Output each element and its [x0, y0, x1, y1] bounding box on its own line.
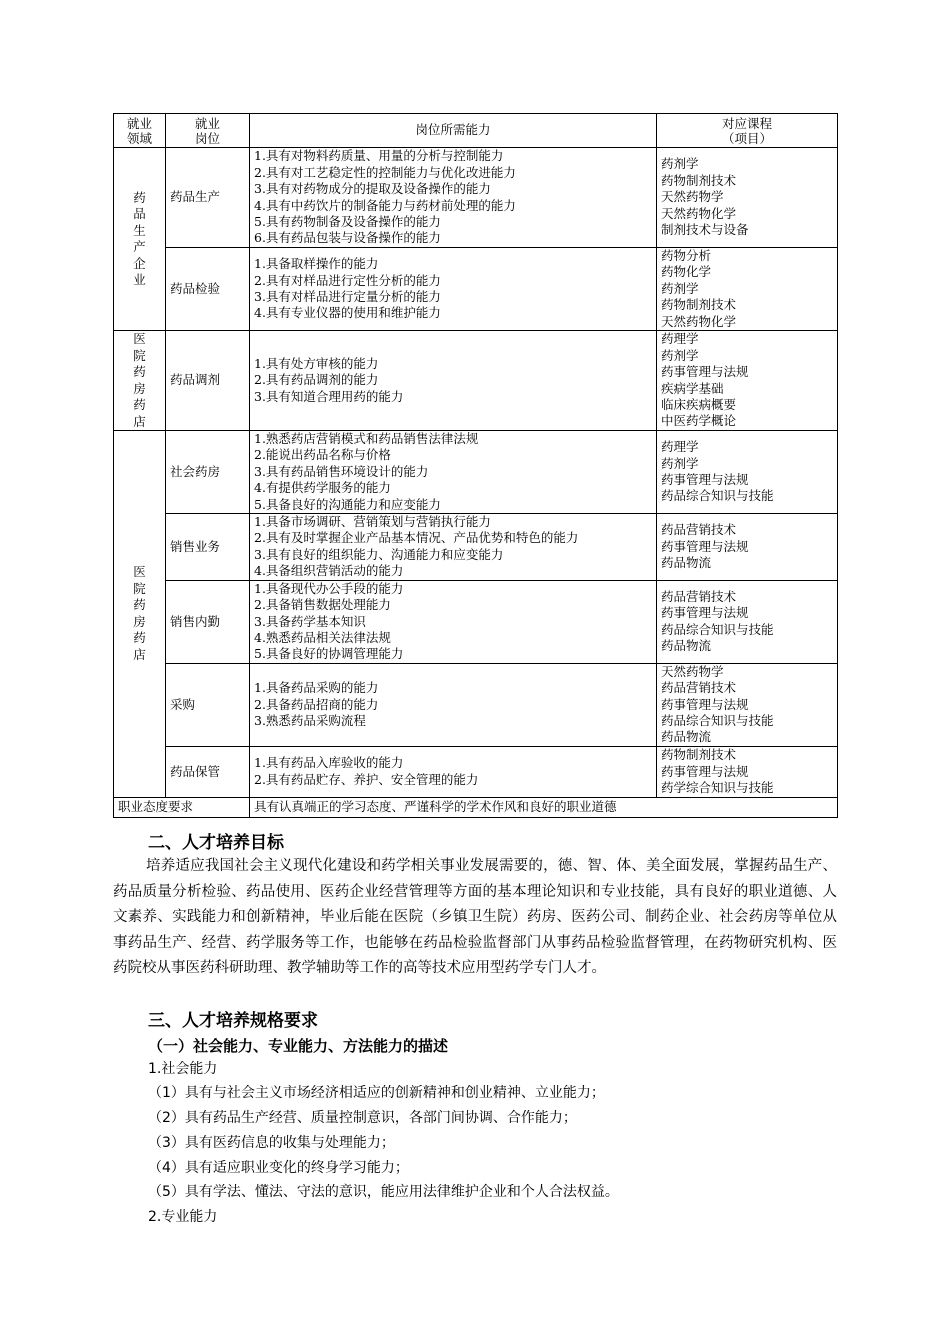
social-item: （4）具有适应职业变化的终身学习能力； [148, 1160, 409, 1176]
ability-cell [250, 248, 657, 331]
attitude-label: 职业态度要求 [114, 797, 250, 817]
ability-item: 1.具备药品采购的能力 [254, 680, 379, 696]
course-item: 药理学 [661, 331, 699, 347]
table-row [114, 746, 838, 797]
course-item: 药事管理与法规 [661, 472, 749, 488]
course-item: 药事管理与法规 [661, 763, 749, 779]
social-item: （2）具有药品生产经营、质量控制意识，各部门间协调、合作能力； [148, 1110, 577, 1126]
post-cell: 药品检验 [166, 248, 250, 331]
header-course: 对应课程 （项目） [657, 114, 838, 148]
course-item: 药品综合知识与技能 [661, 712, 774, 728]
ability-item: 5.具备良好的沟通能力和应变能力 [254, 496, 441, 512]
attitude-row [114, 797, 838, 817]
post-cell: 药品生产 [166, 148, 250, 248]
field-cell: 医院药房药店 [114, 431, 166, 798]
course-item: 药品营销技术 [661, 680, 737, 696]
ability-item: 4.具有专业仪器的使用和维护能力 [254, 305, 441, 321]
table-row [114, 580, 838, 663]
ability-item: 4.具备组织营销活动的能力 [254, 563, 404, 579]
ability-item: 2.能说出药品名称与价格 [254, 447, 391, 463]
post-cell: 销售内勤 [166, 580, 250, 663]
course-item: 药品物流 [661, 729, 712, 745]
table-row [114, 331, 838, 431]
table-row [114, 431, 838, 514]
ability-item: 2.具有对工艺稳定性的控制能力与优化改进能力 [254, 164, 516, 180]
course-item: 药物制剂技术 [661, 172, 737, 188]
ability-cell [250, 148, 657, 248]
ability-cell [250, 331, 657, 431]
field-cell: 药品生产企业 [114, 148, 166, 331]
ability-item: 1.具有药品入库验收的能力 [254, 755, 404, 771]
course-item: 中医药学概论 [661, 413, 737, 429]
post-cell: 药品调剂 [166, 331, 250, 431]
course-item: 药学综合知识与技能 [661, 779, 774, 795]
section2-title: 二、人才培养目标 [148, 833, 284, 853]
course-item: 天然药物化学 [661, 205, 737, 221]
table-row [114, 148, 838, 248]
ability-item: 3.具有药品销售环境设计的能力 [254, 463, 429, 479]
table-row [114, 663, 838, 746]
course-item: 药品营销技术 [661, 588, 737, 604]
course-item: 药品营销技术 [661, 522, 737, 538]
post-cell: 社会药房 [166, 431, 250, 514]
course-item: 药剂学 [661, 156, 699, 172]
course-item: 药理学 [661, 439, 699, 455]
section2-paragraph: 培养适应我国社会主义现代化建设和药学相关事业发展需要的，德、智、体、美全面发展，掌握药品生产、药品质量分析检验、药品使用、医药企业经营管理等方面的基本理论知识和专业技能，具有良好的职业道德、人文素养、实践能力和创新精神，毕业后能在医院（乡镇卫生院）药房、医药公司、制药企业、社会药房等单位从事药品生产、经营、药学服务等工作，也能够在药品检验监督部门从事药品检验监督管理，在药物研究机构、医药院校从事医药科研助理、教学辅助等工作的高等技术应用型药学专门人才。 [113, 858, 837, 977]
course-item: 药物化学 [661, 264, 712, 280]
ability-item: 4.熟悉药品相关法律法规 [254, 629, 391, 645]
ability-item: 5.具备良好的协调管理能力 [254, 646, 404, 662]
ability-item: 1.具有处方审核的能力 [254, 355, 379, 371]
ability-item: 3.具备药学基本知识 [254, 613, 366, 629]
post-cell: 采购 [166, 663, 250, 746]
table-header-row [114, 114, 838, 148]
ability-cell [250, 580, 657, 663]
course-cell [657, 663, 838, 746]
course-cell [657, 148, 838, 248]
course-cell [657, 431, 838, 514]
course-item: 药物制剂技术 [661, 747, 737, 763]
header-ability: 岗位所需能力 [250, 114, 657, 148]
ability-cell [250, 663, 657, 746]
social-ability-heading: 1.社会能力 [148, 1061, 218, 1077]
ability-cell [250, 514, 657, 581]
course-item: 药事管理与法规 [661, 696, 749, 712]
field-cell: 医院药房药店 [114, 331, 166, 431]
ability-item: 1.具有对物料药质量、用量的分析与控制能力 [254, 148, 504, 164]
course-item: 药品物流 [661, 638, 712, 654]
ability-item: 2.具有药品调剂的能力 [254, 372, 379, 388]
ability-item: 1.具备取样操作的能力 [254, 256, 379, 272]
ability-item: 2.具有及时掌握企业产品基本情况、产品优势和特色的能力 [254, 530, 579, 546]
ability-item: 3.熟悉药品采购流程 [254, 712, 366, 728]
ability-item: 6.具有药品包装与设备操作的能力 [254, 230, 441, 246]
ability-item: 1.具备市场调研、营销策划与营销执行能力 [254, 514, 491, 530]
table-row [114, 514, 838, 581]
course-item: 临床疾病概要 [661, 396, 737, 412]
ability-item: 1.熟悉药店营销模式和药品销售法律法规 [254, 431, 479, 447]
employment-ability-table [113, 113, 838, 818]
course-item: 疾病学基础 [661, 380, 724, 396]
post-cell: 销售业务 [166, 514, 250, 581]
course-item: 药事管理与法规 [661, 538, 749, 554]
course-item: 药事管理与法规 [661, 364, 749, 380]
course-item: 天然药物化学 [661, 313, 737, 329]
course-item: 制剂技术与设备 [661, 222, 749, 238]
social-item: （3）具有医药信息的收集与处理能力； [148, 1135, 395, 1151]
social-item: （5）具有学法、懂法、守法的意识，能应用法律维护企业和个人合法权益。 [148, 1184, 619, 1200]
course-cell [657, 746, 838, 797]
course-cell [657, 514, 838, 581]
table-body [114, 148, 838, 798]
ability-item: 2.具备药品招商的能力 [254, 696, 379, 712]
ability-item: 3.具有良好的组织能力、沟通能力和应变能力 [254, 546, 504, 562]
social-item: （1）具有与社会主义市场经济相适应的创新精神和创业精神、立业能力； [148, 1085, 605, 1101]
course-item: 药剂学 [661, 280, 699, 296]
header-field: 就业 领域 [114, 114, 166, 148]
course-cell [657, 580, 838, 663]
course-item: 药物制剂技术 [661, 297, 737, 313]
header-post: 就业 岗位 [166, 114, 250, 148]
ability-item: 4.具有中药饮片的制备能力与药材前处理的能力 [254, 197, 516, 213]
ability-item: 3.具有对药物成分的提取及设备操作的能力 [254, 181, 491, 197]
post-cell: 药品保管 [166, 746, 250, 797]
course-item: 天然药物学 [661, 663, 724, 679]
ability-item: 1.具备现代办公手段的能力 [254, 580, 404, 596]
ability-item: 2.具备销售数据处理能力 [254, 597, 391, 613]
course-cell [657, 331, 838, 431]
course-item: 药品综合知识与技能 [661, 621, 774, 637]
course-item: 药剂学 [661, 455, 699, 471]
ability-item: 3.具有知道合理用药的能力 [254, 388, 404, 404]
ability-item: 2.具有药品贮存、养护、安全管理的能力 [254, 771, 479, 787]
ability-cell [250, 746, 657, 797]
course-item: 药事管理与法规 [661, 605, 749, 621]
course-item: 药物分析 [661, 248, 712, 263]
ability-item: 4.有提供药学服务的能力 [254, 480, 391, 496]
ability-item: 2.具有对样品进行定性分析的能力 [254, 272, 441, 288]
professional-ability-heading: 2.专业能力 [148, 1209, 218, 1225]
ability-cell [250, 431, 657, 514]
course-item: 天然药物学 [661, 189, 724, 205]
ability-item: 5.具有药物制备及设备操作的能力 [254, 213, 441, 229]
course-cell [657, 248, 838, 331]
course-item: 药品综合知识与技能 [661, 488, 774, 504]
ability-item: 3.具有对样品进行定量分析的能力 [254, 289, 441, 305]
table-row [114, 248, 838, 331]
course-item: 药品物流 [661, 555, 712, 571]
attitude-text: 具有认真端正的学习态度、严谨科学的学术作风和良好的职业道德 [250, 797, 838, 817]
section3-title: 三、人才培养规格要求 [148, 1011, 318, 1031]
section3-subtitle: （一）社会能力、专业能力、方法能力的描述 [148, 1037, 449, 1055]
course-item: 药剂学 [661, 347, 699, 363]
